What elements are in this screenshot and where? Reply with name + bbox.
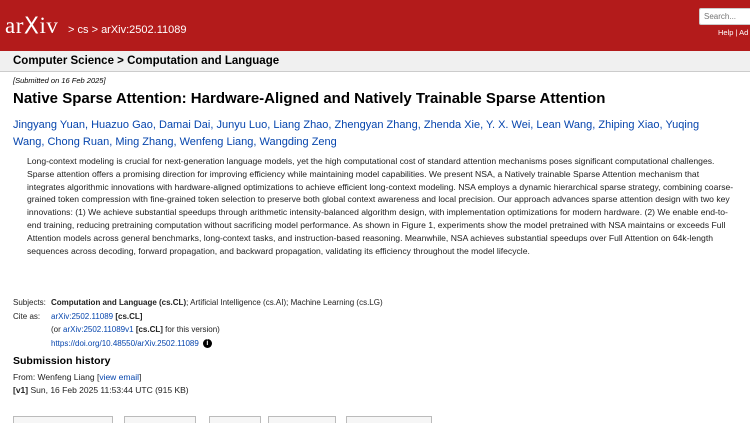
cite-tag: [cs.CL]: [115, 311, 143, 321]
author-link[interactable]: Liang Zhao: [273, 119, 329, 131]
submission-history-title: Submission history: [13, 355, 111, 367]
version-line: [13, 384, 189, 397]
cite-version-prefix: (or: [51, 325, 63, 335]
cite-version-link[interactable]: arXiv:2502.11089v1: [63, 325, 134, 335]
author-link[interactable]: Yuqing Wang: [13, 119, 700, 148]
version-tag[interactable]: [v1]: [13, 385, 29, 395]
abstract-text: Long-context modeling is crucial for next-generation language models, yet the high computational cost of standard attention mechanisms poses significant computational challenges. Sparse attention offers a promising direction for improving efficiency while maintaining model capabilities. We present NSA, a Natively trainable Sparse Attention mechanism that integrates algorithmic innovations with hardware-aligned optimizations to achieve efficient long-context modeling. NSA employs a dynamic hierarchical sparse strategy, combining coarse-grained token compression with fine-grained token selection to preserve both global context awareness and local precision. Our approach advances sparse attention design with two key innovations: (1) We achieve substantial speedups through arithmetic intensity-balanced algorithm design, with implementation optimizations for modern hardware. (2) We enable end-to-end training, reducing pretraining computation without sacrificing model performance. As shown in Figure 1, experiments show the model pretrained with NSA maintains or exceeds Full Attention models across general benchmarks, long-context tasks, and instruction-based reasoning. Meanwhile, NSA achieves substantial speedups over Full Attention on 64k-length sequences across decoding, forward propagation, and backward propagation, validating its efficiency throughout the model lifecycle.: [27, 156, 734, 256]
submission-history: [13, 371, 189, 397]
author-link[interactable]: Ming Zhang: [115, 136, 174, 148]
cite-version-spacer: [13, 323, 51, 337]
info-icon[interactable]: i: [203, 339, 212, 348]
author-link[interactable]: Huazuo Gao: [91, 119, 153, 131]
cite-version-tag: [cs.CL]: [135, 325, 163, 335]
author-link[interactable]: Zhiping Xiao: [598, 119, 660, 131]
category-header: [0, 51, 750, 72]
paper-title: Native Sparse Attention: Hardware-Aligned and Natively Trainable Sparse Attention: [13, 90, 606, 107]
advanced-search-link[interactable]: Ad: [739, 28, 749, 37]
author-link[interactable]: Zhenda Xie: [423, 119, 481, 131]
cite-version-suffix: for this version): [162, 325, 220, 335]
doi-row: [13, 337, 383, 351]
version-details: Sun, 16 Feb 2025 11:53:44 UTC (915 KB): [28, 385, 189, 395]
metadata-table: [13, 296, 383, 350]
help-link[interactable]: Help: [718, 28, 734, 37]
subjects-value: [51, 296, 383, 310]
breadcrumb-separator: >: [68, 24, 75, 36]
author-link[interactable]: Chong Ruan: [47, 136, 110, 148]
submitted-date: [Submitted on 16 Feb 2025]: [13, 76, 106, 85]
category-label: Computer Science > Computation and Language: [13, 55, 280, 67]
arxiv-logo[interactable]: [5, 13, 58, 40]
cite-version-value: [51, 323, 220, 337]
arxiv-header: [0, 0, 750, 51]
view-email-link[interactable]: view email: [99, 372, 139, 382]
submitter-line: [13, 371, 189, 384]
breadcrumb-separator: >: [91, 24, 98, 36]
other-subjects: ; Artificial Intelligence (cs.AI); Machine Learning (cs.LG): [186, 298, 383, 307]
help-links: [718, 28, 748, 37]
doi-link[interactable]: https://doi.org/10.48550/arXiv.2502.11089: [51, 338, 199, 348]
author-link[interactable]: Wenfeng Liang: [179, 136, 254, 148]
cite-label: Cite as:: [13, 311, 41, 321]
author-link[interactable]: Lean Wang: [536, 119, 593, 131]
author-link[interactable]: Jingyang Yuan: [13, 119, 85, 131]
subjects-row: [13, 296, 383, 310]
author-link[interactable]: Y. X. Wei: [486, 119, 531, 131]
submitter-suffix: ]: [139, 372, 142, 382]
submitter-prefix: From: Wenfeng Liang [: [13, 372, 100, 382]
breadcrumb: [68, 24, 186, 36]
cite-version-row: [13, 323, 383, 337]
cite-row: [13, 310, 383, 324]
author-link[interactable]: Damai Dai: [159, 119, 211, 131]
search-input[interactable]: [699, 8, 750, 25]
logo-text-b: iv: [39, 13, 59, 38]
primary-subject: Computation and Language (cs.CL): [51, 298, 187, 307]
subjects-label: Subjects:: [13, 298, 46, 307]
author-link[interactable]: Wangding Zeng: [259, 136, 337, 148]
help-separator: |: [735, 28, 738, 37]
doi-spacer: [13, 337, 51, 351]
cite-value: [51, 310, 142, 324]
breadcrumb-cs-link[interactable]: cs: [77, 24, 89, 36]
author-link[interactable]: Junyu Luo: [216, 119, 268, 131]
breadcrumb-paper-id: arXiv:2502.11089: [101, 24, 187, 36]
logo-text-a: ar: [5, 13, 24, 38]
author-link[interactable]: Zhengyan Zhang: [334, 119, 418, 131]
logo-text-x: X: [23, 13, 40, 40]
cite-id-link[interactable]: arXiv:2502.11089: [51, 311, 114, 321]
author-list: Jingyang Yuan, Huazuo Gao, Damai Dai, Junyu Luo, Liang Zhao, Zhengyan Zhang, Zhenda Xie, Y. X. Wei, Lean Wang, Zhiping Xiao, Yuqing Wang, Chong Ruan, Ming Zhang, Wenfeng Liang, Wangding Zeng: [13, 119, 700, 148]
doi-value: [51, 337, 212, 351]
